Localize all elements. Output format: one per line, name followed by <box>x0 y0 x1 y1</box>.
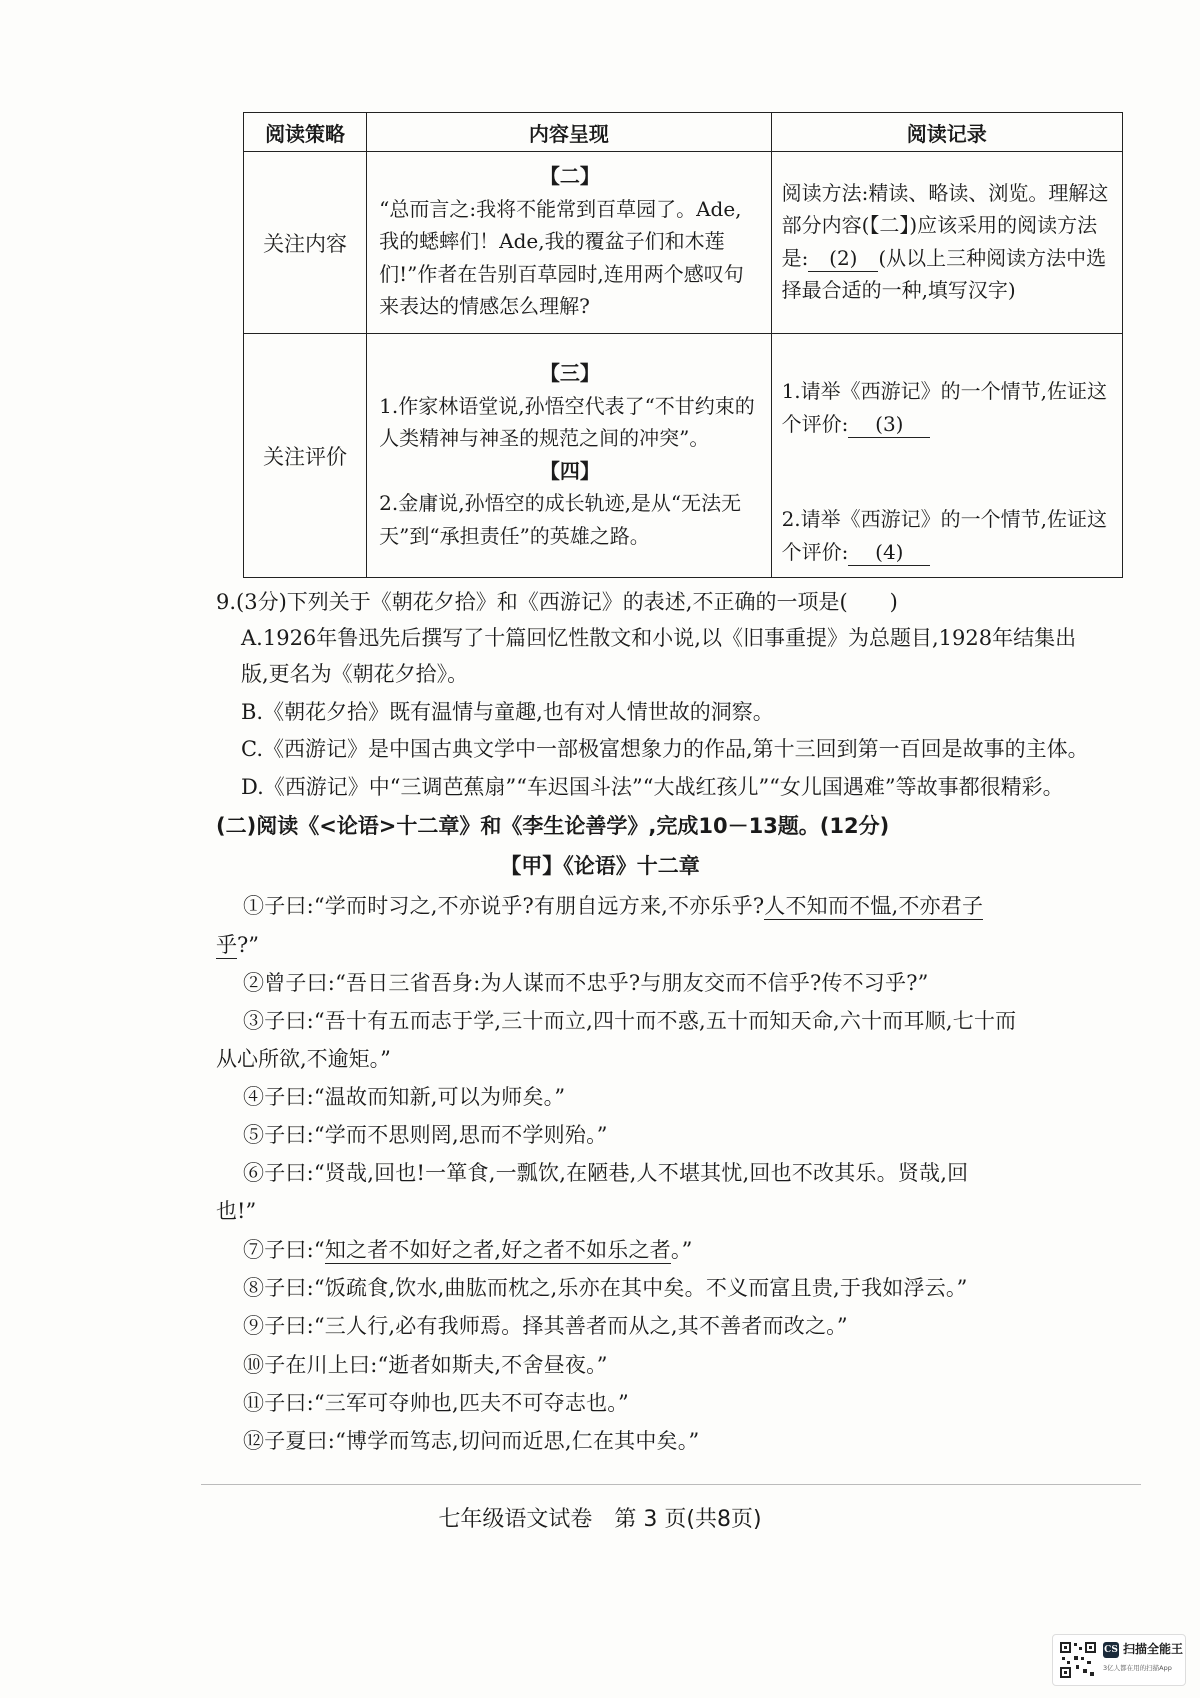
passage-line: ③子曰:“吾十有五而志于学,三十而立,四十而不惑,五十而知天命,六十而耳顺,七十而 <box>243 1009 1017 1033</box>
passage-line: ⑤子曰:“学而不思则罔,思而不学则殆。” <box>243 1123 608 1147</box>
option-a-continued: 版,更名为《朝花夕拾》。 <box>241 662 469 686</box>
option-a[interactable]: A.1926年鲁迅先后撰写了十篇回忆性散文和小说,以《旧事重提》为总题目,1928年结集出 <box>241 626 1077 650</box>
passage-line <box>216 929 259 962</box>
question-9-stem: 9.(3分)下列关于《朝花夕拾》和《西游记》的表述,不正确的一项是( ) <box>216 590 898 614</box>
passage-line: ②曾子曰:“吾日三省吾身:为人谋而不忠乎?与朋友交而不信乎?传不习乎?” <box>243 971 929 995</box>
passage-line <box>243 890 983 923</box>
camscanner-logo: CS <box>1103 1642 1119 1658</box>
answer-blank[interactable]: (4) <box>848 539 930 566</box>
record-text: 1.请举《西游记》的一个情节,佐证这个评价: <box>781 379 1108 436</box>
strategy-cell: 关注评价 <box>244 334 367 578</box>
badge-title: 扫描全能王 <box>1123 1642 1184 1656</box>
table-header: 阅读策略 <box>244 113 367 152</box>
section-heading: (二)阅读《<论语>十二章》和《李生论善学》,完成10－13题。(12分) <box>216 814 890 838</box>
section-bracket: 【四】 <box>539 458 600 483</box>
passage-line: ⑥子曰:“贤哉,回也!一箪食,一瓢饮,在陋巷,人不堪其忧,回也不改其乐。贤哉,回 <box>243 1161 969 1185</box>
passage-line: 从心所欲,不逾矩。” <box>216 1047 391 1071</box>
underlined-text: 乎 <box>216 933 237 957</box>
content-text: 1.作家林语堂说,孙悟空代表了“不甘约束的人类精神与神圣的规范之间的冲突”。 <box>379 393 755 450</box>
passage-line: 也!” <box>216 1199 257 1223</box>
passage-line: ⑧子曰:“饭疏食,饮水,曲肱而枕之,乐亦在其中矣。不义而富且贵,于我如浮云。” <box>243 1276 968 1300</box>
scanner-watermark <box>1052 1634 1186 1686</box>
passage-title: 【甲】《论语》十二章 <box>500 854 700 878</box>
passage-line: ⑫子夏曰:“博学而笃志,切问而近思,仁在其中矣。” <box>243 1429 700 1453</box>
record-text: 2.请举《西游记》的一个情节,佐证这个评价: <box>781 507 1108 564</box>
passage-text: ①子曰:“学而时习之,不亦说乎?有朋自远方来,不亦乐乎? <box>243 894 765 918</box>
passage-text: 。” <box>670 1238 693 1262</box>
section-bracket: 【二】 <box>539 164 600 189</box>
content-text: “总而言之:我将不能常到百草园了。Ade,我的蟋蟀们！Ade,我的覆盆子们和木莲们!”作者在告别百草园时,连用两个感叹句来表达的情感怎么理解? <box>379 196 744 319</box>
table-header-row <box>244 113 1123 152</box>
page-footer: 七年级语文试卷 第 3 页(共8页) <box>438 1507 762 1532</box>
option-c[interactable]: C.《西游记》是中国古典文学中一部极富想象力的作品,第十三回到第一百回是故事的主体。 <box>241 737 1089 761</box>
passage-line: ⑪子曰:“三军可夺帅也,匹夫不可夺志也。” <box>243 1391 629 1415</box>
option-d[interactable]: D.《西游记》中“三调芭蕉扇”“车迟国斗法”“大战红孩儿”“女儿国遇难”等故事都很精彩。 <box>241 775 1064 799</box>
passage-line: ⑨子曰:“三人行,必有我师焉。择其善者而从之,其不善者而改之。” <box>243 1314 848 1338</box>
table-row <box>244 334 1123 578</box>
record-note: (从以上三种阅读方法中选择最合适的一种,填写汉字) <box>781 245 1107 302</box>
passage-text: ?” <box>237 933 259 957</box>
section-bracket: 【三】 <box>539 361 600 385</box>
passage-line: ⑩子在川上曰:“逝者如斯夫,不舍昼夜。” <box>243 1353 608 1377</box>
passage-line <box>243 1234 693 1267</box>
option-b[interactable]: B.《朝花夕拾》既有温情与童趣,也有对人情世故的洞察。 <box>241 700 774 724</box>
underlined-text: 人不知而不愠,不亦君子 <box>764 894 984 918</box>
answer-blank[interactable]: (3) <box>848 411 930 438</box>
table-header: 内容呈现 <box>367 113 771 152</box>
content-cell <box>367 152 771 334</box>
strategy-cell: 关注内容 <box>244 152 367 334</box>
badge-subtitle: 3亿人都在用的扫描App <box>1103 1664 1172 1672</box>
qr-code-icon <box>1059 1641 1097 1679</box>
answer-blank[interactable]: (2) <box>808 245 878 272</box>
table-header: 阅读记录 <box>771 113 1122 152</box>
passage-line: ④子曰:“温故而知新,可以为师矣。” <box>243 1085 566 1109</box>
underlined-text: 知之者不如好之者,好之者不如乐之者 <box>324 1238 671 1262</box>
passage-text: ⑦子曰:“ <box>243 1238 325 1262</box>
record-cell <box>771 152 1122 334</box>
record-text: 阅读方法:精读、略读、浏览。理解这部分内容(【二】)应该采用的阅读方法是: <box>781 180 1109 270</box>
content-text: 2.金庸说,孙悟空的成长轨迹,是从“无法无天”到“承担责任”的英雄之路。 <box>379 491 742 548</box>
content-cell <box>367 334 771 578</box>
footer-divider <box>201 1484 1141 1485</box>
table-row <box>244 152 1123 334</box>
record-cell <box>771 334 1122 578</box>
reading-strategy-table <box>243 112 1123 578</box>
